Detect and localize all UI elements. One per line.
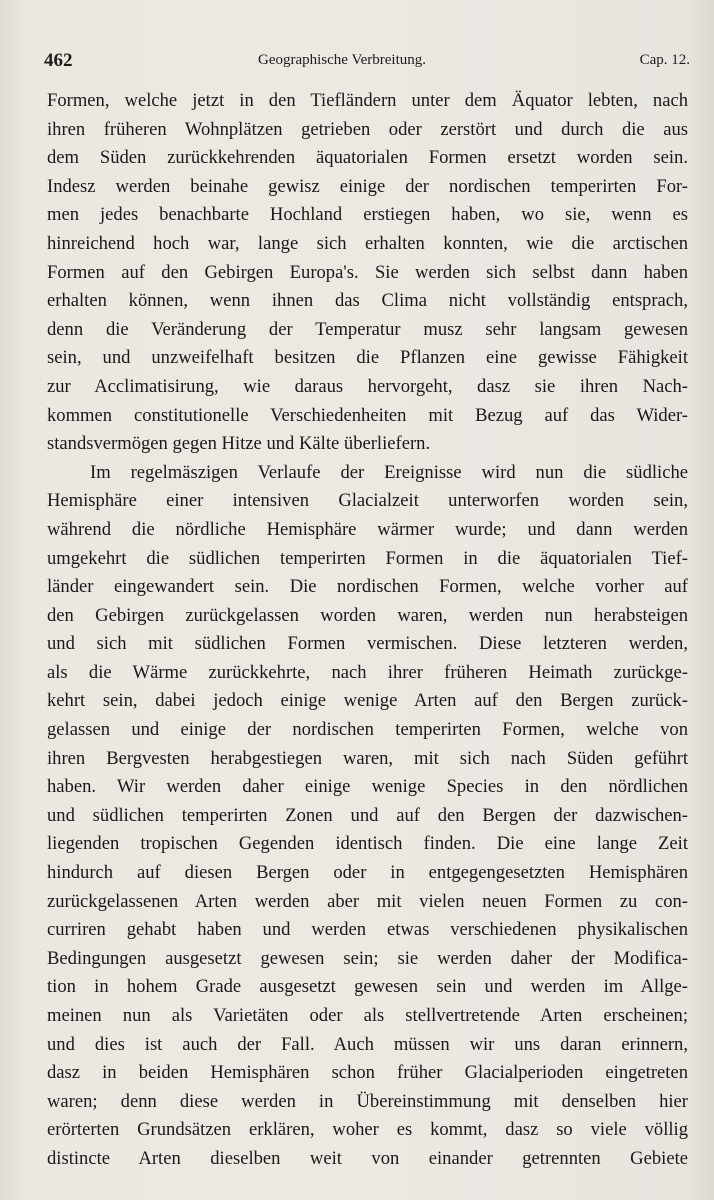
text-line: dasz in beiden Hemisphären schon früher Glacialperioden eingetreten: [47, 1062, 688, 1084]
body-text: [47, 87, 688, 1174]
text-line: erörterten Grundsätzen erklären, woher es kommt, dasz so viele völlig: [47, 1119, 688, 1141]
text-line: meinen nun als Varietäten oder als stellvertretende Arten erscheinen;: [47, 1005, 688, 1026]
text-line: gelassen und einige der nordischen temperirten Formen, welche von: [47, 719, 688, 741]
text-line: tion in hohem Grade ausgesetzt gewesen sein und werden im Allge-: [47, 976, 688, 998]
text-line: zur Acclimatisirung, wie daraus hervorgeht, dasz sie ihren Nach-: [47, 375, 688, 397]
text-line: men jedes benachbarte Hochland erstiegen haben, wo sie, wenn es: [47, 204, 688, 226]
text-line: erhalten können, wenn ihnen das Clima nicht vollständig entsprach,: [47, 290, 688, 312]
text-line: kehrt sein, dabei jedoch einige wenige Arten auf den Bergen zurück-: [47, 690, 688, 712]
text-line: dem Süden zurückkehrenden äquatorialen Formen ersetzt worden sein.: [47, 147, 688, 169]
text-line: länder eingewandert sein. Die nordischen Formen, welche vorher auf: [47, 576, 688, 598]
text-line: Formen, welche jetzt in den Tiefländern unter dem Äquator lebten, nach: [47, 90, 688, 111]
text-line: Indesz werden beinahe gewisz einige der nordischen temperirten For-: [47, 175, 688, 197]
text-line: liegenden tropischen Gegenden identisch finden. Die eine lange Zeit: [47, 833, 688, 855]
text-line: hindurch auf diesen Bergen oder in entgegengesetzten Hemisphären: [47, 862, 688, 884]
text-line: hinreichend hoch war, lange sich erhalten konnten, wie die arctischen: [47, 232, 688, 254]
text-line: kommen constitutionelle Verschiedenheiten mit Bezug auf das Wider-: [47, 404, 688, 426]
text-line: umgekehrt die südlichen temperirten Formen in die äquatorialen Tief-: [47, 547, 688, 569]
text-line: distincte Arten dieselben weit von einander getrennten Gebiete: [47, 1147, 688, 1169]
running-head: [44, 50, 690, 74]
text-line: und dies ist auch der Fall. Auch müssen wir uns daran erinnern,: [47, 1033, 688, 1055]
paragraph-end-line: standsvermögen gegen Hitze und Kälte überliefern.: [47, 433, 431, 455]
text-line: denn die Veränderung der Temperatur musz sehr langsam gewesen: [47, 318, 688, 340]
text-line: sein, und unzweifelhaft besitzen die Pflanzen eine gewisse Fähigkeit: [47, 347, 688, 369]
page-number: 462: [44, 50, 73, 71]
text-line: curriren gehabt haben und werden etwas verschiedenen physikalischen: [47, 919, 688, 941]
text-line: zurückgelassenen Arten werden aber mit vielen neuen Formen zu con-: [47, 890, 688, 912]
text-line: während die nördliche Hemisphäre wärmer wurde; und dann werden: [47, 518, 688, 540]
text-line: den Gebirgen zurückgelassen worden waren, werden nun herabsteigen: [47, 604, 688, 626]
text-line: ihren früheren Wohnplätzen getrieben oder zerstört und durch die aus: [47, 118, 688, 140]
text-line: und sich mit südlichen Formen vermischen. Diese letzteren werden,: [47, 633, 688, 655]
text-line: Formen auf den Gebirgen Europa's. Sie werden sich selbst dann haben: [47, 261, 688, 283]
text-line: waren; denn diese werden in Übereinstimmung mit denselben hier: [47, 1090, 688, 1112]
text-line: haben. Wir werden daher einige wenige Species in den nördlichen: [47, 776, 688, 798]
text-line: Hemisphäre einer intensiven Glacialzeit unterworfen worden sein,: [47, 490, 688, 512]
chapter-label: Cap. 12.: [639, 52, 690, 68]
text-line: und südlichen temperirten Zonen und auf den Bergen der dazwischen-: [47, 804, 688, 826]
paragraph-start-line: Im regelmäszigen Verlaufe der Ereignisse wird nun die südliche: [90, 461, 688, 483]
text-line: ihren Bergvesten herabgestiegen waren, mit sich nach Süden geführt: [47, 747, 688, 769]
text-line: Bedingungen ausgesetzt gewesen sein; sie werden daher der Modifica-: [47, 947, 688, 969]
text-line: als die Wärme zurückkehrte, nach ihrer früheren Heimath zurückge-: [47, 661, 688, 683]
running-title: Geographische Verbreitung.: [258, 52, 427, 68]
